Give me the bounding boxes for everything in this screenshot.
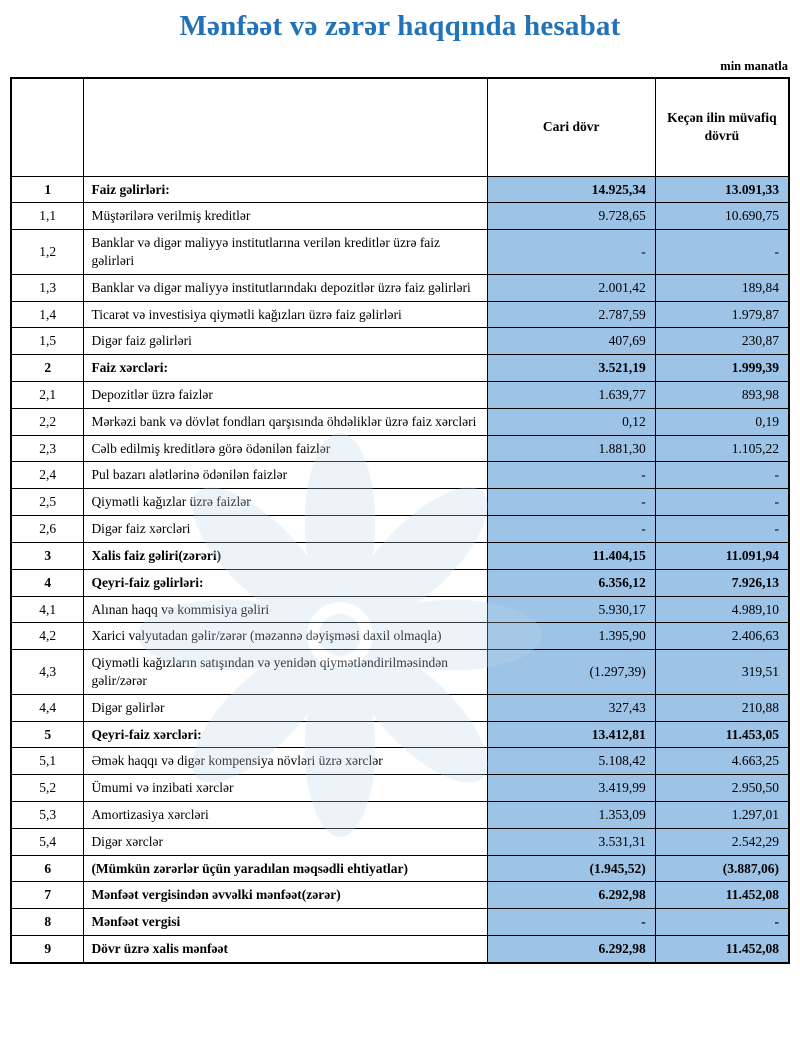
table-row [11,775,789,802]
row-number-cell: 1,2 [11,230,84,275]
current-period-value: 11.404,15 [487,542,655,569]
previous-period-value: 2.950,50 [655,775,789,802]
current-period-value: 1.639,77 [487,382,655,409]
current-period-value: 2.001,42 [487,274,655,301]
row-description-cell: Pul bazarı alətlərinə ödənilən faizlər [84,462,487,489]
previous-period-value: 2.542,29 [655,828,789,855]
row-number-cell: 5,1 [11,748,84,775]
row-description-cell: Banklar və digər maliyyə institutlarına verilən kreditlər üzrə faiz gəlirləri [84,230,487,275]
row-description-cell: Xarici valyutadan gəlir/zərər (məzənnə dəyişməsi daxil olmaqla) [84,623,487,650]
row-description-cell: Depozitlər üzrə faizlər [84,382,487,409]
row-number-cell: 1 [11,176,84,203]
previous-period-value: 210,88 [655,694,789,721]
previous-period-value: - [655,230,789,275]
header-description-cell [84,78,487,176]
previous-period-value: 11.452,08 [655,882,789,909]
row-number-cell: 2,6 [11,516,84,543]
current-period-value: 13.412,81 [487,721,655,748]
table-row [11,516,789,543]
table-row [11,936,789,963]
table-row [11,355,789,382]
row-description-cell: Xalis faiz gəliri(zərəri) [84,542,487,569]
row-number-cell: 1,3 [11,274,84,301]
row-number-cell: 2 [11,355,84,382]
current-period-value: 9.728,65 [487,203,655,230]
table-row [11,230,789,275]
row-number-cell: 4,1 [11,596,84,623]
row-number-cell: 4,3 [11,650,84,695]
previous-period-value: 230,87 [655,328,789,355]
table-row [11,623,789,650]
current-period-value: 1.881,30 [487,435,655,462]
row-number-cell: 4,4 [11,694,84,721]
previous-period-value: 1.979,87 [655,301,789,328]
row-description-cell: Faiz xərcləri: [84,355,487,382]
table-row [11,382,789,409]
current-period-value: - [487,462,655,489]
previous-period-value: - [655,909,789,936]
row-description-cell: Amortizasiya xərcləri [84,802,487,829]
table-row [11,909,789,936]
table-row [11,596,789,623]
header-number-cell [11,78,84,176]
current-period-value: - [487,230,655,275]
current-period-value: 6.292,98 [487,936,655,963]
current-period-value: 327,43 [487,694,655,721]
row-number-cell: 1,4 [11,301,84,328]
row-number-cell: 4 [11,569,84,596]
current-period-value: 5.108,42 [487,748,655,775]
table-row [11,650,789,695]
previous-period-value: - [655,462,789,489]
row-description-cell: Qeyri-faiz gəlirləri: [84,569,487,596]
row-number-cell: 2,1 [11,382,84,409]
table-row [11,694,789,721]
current-period-value: 3.521,19 [487,355,655,382]
row-description-cell: Qiymətli kağızlar üzrə faizlər [84,489,487,516]
previous-period-value: 1.297,01 [655,802,789,829]
current-period-value: - [487,516,655,543]
row-number-cell: 4,2 [11,623,84,650]
row-number-cell: 2,5 [11,489,84,516]
row-description-cell: Digər faiz xərcləri [84,516,487,543]
current-period-value: 5.930,17 [487,596,655,623]
current-period-value: 407,69 [487,328,655,355]
report-table-body [11,176,789,963]
table-row [11,855,789,882]
table-row [11,176,789,203]
previous-period-value: 4.663,25 [655,748,789,775]
table-row [11,489,789,516]
row-description-cell: Alınan haqq və kommisiya gəliri [84,596,487,623]
row-number-cell: 6 [11,855,84,882]
row-description-cell: Qeyri-faiz xərcləri: [84,721,487,748]
previous-period-value: 11.453,05 [655,721,789,748]
previous-period-value: 893,98 [655,382,789,409]
row-description-cell: Mənfəət vergisindən əvvəlki mənfəət(zərər) [84,882,487,909]
row-description-cell: Digər xərclər [84,828,487,855]
table-row [11,721,789,748]
row-number-cell: 5 [11,721,84,748]
row-number-cell: 3 [11,542,84,569]
current-period-value: 2.787,59 [487,301,655,328]
current-period-value: 6.292,98 [487,882,655,909]
previous-period-value: 189,84 [655,274,789,301]
current-period-value: (1.297,39) [487,650,655,695]
row-number-cell: 5,2 [11,775,84,802]
profit-loss-table [10,77,790,964]
previous-period-value: 10.690,75 [655,203,789,230]
table-row [11,408,789,435]
current-period-value: 0,12 [487,408,655,435]
previous-period-value: 2.406,63 [655,623,789,650]
row-number-cell: 9 [11,936,84,963]
table-row [11,802,789,829]
previous-period-value: - [655,516,789,543]
previous-period-value: 13.091,33 [655,176,789,203]
unit-label: min manatla [720,59,788,73]
table-row [11,203,789,230]
header-current-period: Cari dövr [487,78,655,176]
row-number-cell: 2,2 [11,408,84,435]
table-row [11,462,789,489]
row-description-cell: Qiymətli kağızların satışından və yenidən qiymətləndirilməsindən gəlir/zərər [84,650,487,695]
previous-period-value: 7.926,13 [655,569,789,596]
previous-period-value: 11.452,08 [655,936,789,963]
current-period-value: 3.419,99 [487,775,655,802]
table-row [11,828,789,855]
page-title: Mənfəət və zərər haqqında hesabat [179,10,621,42]
current-period-value: - [487,489,655,516]
row-number-cell: 2,4 [11,462,84,489]
row-description-cell: Ümumi və inzibati xərclər [84,775,487,802]
current-period-value: 6.356,12 [487,569,655,596]
table-row [11,748,789,775]
header-previous-period: Keçən ilin müvafiq dövrü [655,78,789,176]
previous-period-value: 1.105,22 [655,435,789,462]
row-number-cell: 5,3 [11,802,84,829]
previous-period-value: 0,19 [655,408,789,435]
row-number-cell: 1,1 [11,203,84,230]
previous-period-value: 1.999,39 [655,355,789,382]
previous-period-value: 319,51 [655,650,789,695]
row-description-cell: Mənfəət vergisi [84,909,487,936]
row-description-cell: Mərkəzi bank və dövlət fondları qarşısında öhdəliklər üzrə faiz xərcləri [84,408,487,435]
table-row [11,328,789,355]
table-row [11,301,789,328]
row-number-cell: 5,4 [11,828,84,855]
row-description-cell: Müştərilərə verilmiş kreditlər [84,203,487,230]
current-period-value: 1.395,90 [487,623,655,650]
previous-period-value: (3.887,06) [655,855,789,882]
table-header-row [11,78,789,176]
row-description-cell: Cəlb edilmiş kreditlərə görə ödənilən faizlər [84,435,487,462]
previous-period-value: 4.989,10 [655,596,789,623]
previous-period-value: - [655,489,789,516]
current-period-value: 1.353,09 [487,802,655,829]
row-number-cell: 7 [11,882,84,909]
row-number-cell: 2,3 [11,435,84,462]
row-number-cell: 8 [11,909,84,936]
table-row [11,569,789,596]
row-description-cell: Digər faiz gəlirləri [84,328,487,355]
table-row [11,882,789,909]
row-description-cell: Banklar və digər maliyyə institutlarındakı depozitlər üzrə faiz gəlirləri [84,274,487,301]
current-period-value: 3.531,31 [487,828,655,855]
row-description-cell: (Mümkün zərərlər üçün yaradılan məqsədli ehtiyatlar) [84,855,487,882]
row-description-cell: Əmək haqqı və digər kompensiya növləri üzrə xərclər [84,748,487,775]
table-row [11,274,789,301]
row-number-cell: 1,5 [11,328,84,355]
row-description-cell: Faiz gəlirləri: [84,176,487,203]
row-description-cell: Digər gəlirlər [84,694,487,721]
current-period-value: - [487,909,655,936]
current-period-value: 14.925,34 [487,176,655,203]
table-row [11,542,789,569]
row-description-cell: Ticarət və investisiya qiymətli kağızları üzrə faiz gəlirləri [84,301,487,328]
previous-period-value: 11.091,94 [655,542,789,569]
table-row [11,435,789,462]
row-description-cell: Dövr üzrə xalis mənfəət [84,936,487,963]
current-period-value: (1.945,52) [487,855,655,882]
